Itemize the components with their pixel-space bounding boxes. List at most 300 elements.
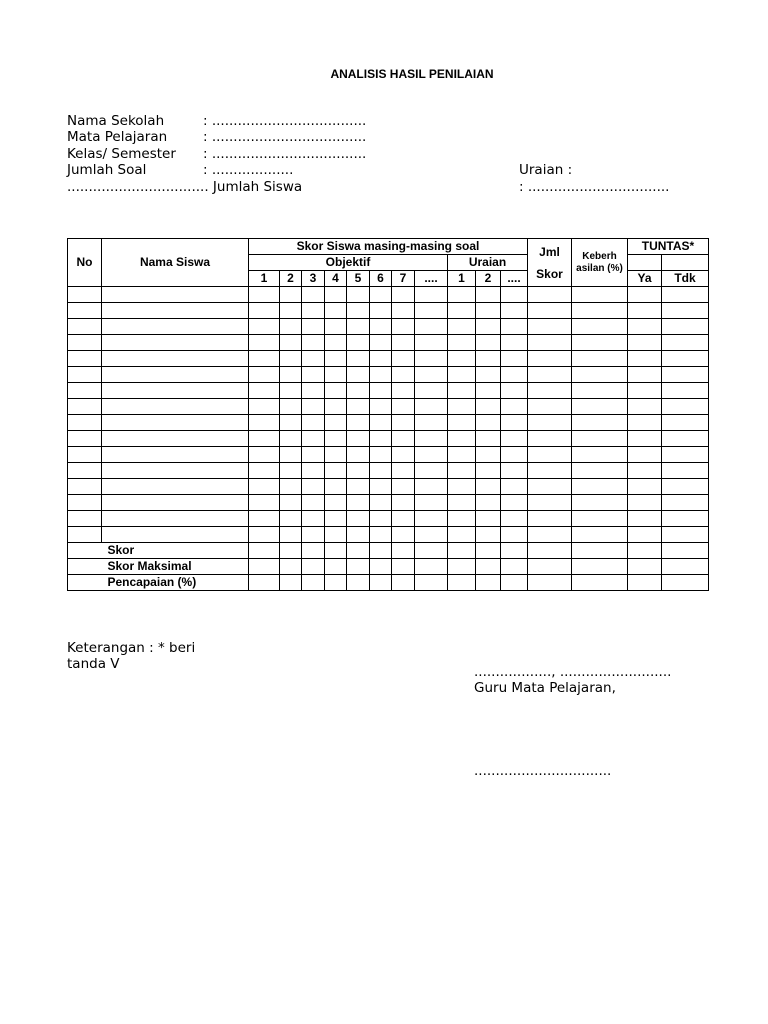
table-cell	[662, 383, 709, 399]
table-cell	[68, 303, 102, 319]
col-header-no: No	[68, 239, 102, 287]
table-row	[68, 527, 709, 543]
table-cell	[102, 351, 249, 367]
table-cell	[68, 367, 102, 383]
table-cell	[302, 399, 325, 415]
table-cell	[325, 287, 347, 303]
table-cell	[325, 495, 347, 511]
table-cell	[628, 351, 662, 367]
table-cell	[370, 463, 392, 479]
table-cell	[628, 463, 662, 479]
table-cell	[392, 351, 415, 367]
table-cell	[528, 399, 572, 415]
col-header-tuntas: TUNTAS*	[628, 239, 709, 255]
objektif-number: 1	[249, 271, 280, 287]
table-cell	[249, 447, 280, 463]
table-cell	[347, 463, 370, 479]
table-cell	[415, 335, 448, 351]
table-cell	[302, 303, 325, 319]
table-cell	[662, 511, 709, 527]
signature-line: ................................	[474, 763, 612, 779]
table-cell	[302, 351, 325, 367]
table-cell	[415, 351, 448, 367]
table-cell	[68, 495, 102, 511]
table-cell	[572, 575, 628, 591]
table-cell	[68, 447, 102, 463]
nama-sekolah-value: : ....................................	[203, 113, 367, 129]
table-cell	[325, 319, 347, 335]
table-cell	[628, 559, 662, 575]
table-cell	[392, 495, 415, 511]
table-row	[68, 303, 709, 319]
table-cell	[572, 319, 628, 335]
table-cell	[392, 335, 415, 351]
table-cell	[347, 399, 370, 415]
table-cell	[448, 527, 476, 543]
table-cell	[68, 383, 102, 399]
table-cell	[280, 383, 302, 399]
table-cell	[392, 575, 415, 591]
table-cell	[302, 575, 325, 591]
table-cell	[476, 383, 501, 399]
table-cell	[392, 543, 415, 559]
table-cell	[572, 511, 628, 527]
table-cell	[302, 447, 325, 463]
jumlah-soal-label: Jumlah Soal	[67, 162, 147, 178]
table-cell	[448, 575, 476, 591]
table-cell	[501, 527, 528, 543]
table-cell	[572, 287, 628, 303]
jml-label: Jml	[539, 244, 560, 259]
table-cell	[662, 479, 709, 495]
table-cell	[415, 287, 448, 303]
table-cell	[662, 303, 709, 319]
table-cell	[415, 399, 448, 415]
table-cell	[280, 351, 302, 367]
table-cell	[347, 527, 370, 543]
table-cell	[415, 415, 448, 431]
table-cell	[628, 527, 662, 543]
table-cell	[528, 495, 572, 511]
table-cell	[347, 335, 370, 351]
table-cell	[528, 431, 572, 447]
table-cell	[347, 351, 370, 367]
mata-pelajaran-label: Mata Pelajaran	[67, 129, 168, 145]
table-cell	[415, 559, 448, 575]
table-cell	[370, 559, 392, 575]
analysis-table	[67, 238, 709, 591]
table-cell	[528, 543, 572, 559]
table-cell	[448, 479, 476, 495]
table-row	[68, 415, 709, 431]
table-cell	[501, 463, 528, 479]
table-cell	[68, 351, 102, 367]
table-cell	[325, 463, 347, 479]
table-cell	[392, 383, 415, 399]
table-cell	[476, 319, 501, 335]
table-cell	[280, 463, 302, 479]
page-title: ANALISIS HASIL PENILAIAN	[330, 67, 494, 81]
table-cell	[392, 463, 415, 479]
objektif-number: 7	[392, 271, 415, 287]
table-cell	[302, 431, 325, 447]
table-cell	[325, 367, 347, 383]
table-cell	[501, 335, 528, 351]
table-cell	[392, 303, 415, 319]
table-cell	[302, 415, 325, 431]
table-cell	[392, 319, 415, 335]
table-cell	[392, 287, 415, 303]
table-cell	[528, 287, 572, 303]
table-cell	[102, 303, 249, 319]
table-cell	[68, 527, 102, 543]
table-cell	[572, 367, 628, 383]
table-row	[68, 511, 709, 527]
table-cell	[280, 287, 302, 303]
summary-row	[68, 543, 709, 559]
table-cell	[448, 431, 476, 447]
table-cell	[448, 383, 476, 399]
table-cell	[68, 431, 102, 447]
table-cell	[662, 351, 709, 367]
table-cell	[662, 559, 709, 575]
table-cell	[528, 559, 572, 575]
table-cell	[102, 319, 249, 335]
table-cell	[370, 335, 392, 351]
table-cell	[392, 479, 415, 495]
objektif-number: 2	[280, 271, 302, 287]
table-cell	[347, 383, 370, 399]
table-cell	[448, 447, 476, 463]
table-row	[68, 463, 709, 479]
uraian-label: Uraian :	[519, 162, 573, 178]
table-cell	[280, 495, 302, 511]
table-cell	[628, 511, 662, 527]
table-cell	[415, 367, 448, 383]
table-cell	[392, 367, 415, 383]
table-cell	[476, 559, 501, 575]
table-cell	[347, 559, 370, 575]
table-cell	[476, 335, 501, 351]
table-cell	[280, 431, 302, 447]
mata-pelajaran-value: : ....................................	[203, 129, 367, 145]
table-cell	[448, 335, 476, 351]
skor-label: Skor	[536, 266, 563, 281]
table-cell	[325, 399, 347, 415]
summary-row	[68, 559, 709, 575]
table-cell	[662, 287, 709, 303]
table-cell	[448, 399, 476, 415]
table-cell	[347, 511, 370, 527]
table-row	[68, 479, 709, 495]
table-cell	[572, 431, 628, 447]
table-cell	[476, 431, 501, 447]
table-cell	[347, 479, 370, 495]
table-row	[68, 383, 709, 399]
table-cell	[528, 383, 572, 399]
table-cell	[392, 447, 415, 463]
table-cell	[501, 399, 528, 415]
table-cell	[528, 335, 572, 351]
table-cell	[572, 415, 628, 431]
kelas-semester-label: Kelas/ Semester	[67, 146, 176, 162]
table-cell	[102, 431, 249, 447]
table-cell	[628, 543, 662, 559]
table-cell	[370, 383, 392, 399]
table-cell	[102, 415, 249, 431]
table-cell	[249, 463, 280, 479]
table-cell	[102, 479, 249, 495]
table-cell	[662, 575, 709, 591]
col-header-uraian: Uraian	[448, 255, 528, 271]
uraian-number: 2	[476, 271, 501, 287]
table-cell	[572, 303, 628, 319]
table-cell	[476, 479, 501, 495]
table-cell	[280, 527, 302, 543]
table-cell	[302, 367, 325, 383]
table-cell	[325, 527, 347, 543]
table-cell	[415, 447, 448, 463]
table-row	[68, 431, 709, 447]
table-cell	[448, 319, 476, 335]
table-cell	[102, 527, 249, 543]
col-header-keberhasilan: Keberh asilan (%)	[572, 239, 628, 287]
table-row	[68, 287, 709, 303]
table-cell	[501, 367, 528, 383]
table-cell	[249, 543, 280, 559]
table-cell	[347, 415, 370, 431]
table-cell	[628, 575, 662, 591]
table-cell	[415, 495, 448, 511]
table-cell	[501, 351, 528, 367]
table-cell	[102, 399, 249, 415]
table-cell	[370, 431, 392, 447]
table-cell	[415, 463, 448, 479]
objektif-number: 5	[347, 271, 370, 287]
table-cell	[628, 303, 662, 319]
table-cell	[662, 495, 709, 511]
table-cell	[249, 287, 280, 303]
table-cell	[347, 303, 370, 319]
table-row	[68, 447, 709, 463]
table-cell	[302, 527, 325, 543]
table-cell	[501, 415, 528, 431]
summary-row-label: Skor	[102, 543, 249, 559]
table-cell	[448, 495, 476, 511]
table-cell	[572, 335, 628, 351]
table-cell	[280, 543, 302, 559]
table-cell	[370, 399, 392, 415]
table-cell	[628, 415, 662, 431]
table-cell	[662, 543, 709, 559]
table-cell	[325, 335, 347, 351]
table-cell	[68, 287, 102, 303]
table-cell	[347, 287, 370, 303]
table-cell	[572, 351, 628, 367]
table-cell	[528, 575, 572, 591]
table-cell	[347, 447, 370, 463]
table-cell	[280, 303, 302, 319]
table-cell	[280, 367, 302, 383]
table-cell	[325, 351, 347, 367]
table-cell	[249, 335, 280, 351]
table-cell	[662, 415, 709, 431]
table-cell	[102, 287, 249, 303]
table-cell	[249, 431, 280, 447]
table-cell	[249, 303, 280, 319]
table-cell	[628, 431, 662, 447]
table-cell	[370, 367, 392, 383]
table-cell	[528, 319, 572, 335]
table-cell	[662, 367, 709, 383]
table-cell	[415, 479, 448, 495]
table-cell	[476, 527, 501, 543]
objektif-number: 3	[302, 271, 325, 287]
table-cell	[249, 415, 280, 431]
table-cell	[448, 303, 476, 319]
table-cell	[68, 511, 102, 527]
table-cell	[102, 367, 249, 383]
table-cell	[325, 303, 347, 319]
table-cell	[102, 495, 249, 511]
table-cell	[501, 447, 528, 463]
table-cell	[370, 495, 392, 511]
table-cell	[302, 383, 325, 399]
table-cell	[68, 463, 102, 479]
table-cell	[347, 543, 370, 559]
jumlah-soal-value: : ...................	[203, 162, 294, 178]
table-cell	[572, 543, 628, 559]
table-cell	[528, 447, 572, 463]
table-cell	[249, 479, 280, 495]
table-cell	[280, 319, 302, 335]
table-cell	[280, 511, 302, 527]
table-cell	[102, 383, 249, 399]
table-cell	[392, 431, 415, 447]
table-cell	[572, 479, 628, 495]
table-cell	[528, 479, 572, 495]
table-cell	[302, 335, 325, 351]
table-cell	[501, 543, 528, 559]
objektif-number: 6	[370, 271, 392, 287]
table-cell	[628, 479, 662, 495]
table-cell	[392, 399, 415, 415]
tuntas-ya-spacer	[628, 255, 662, 271]
table-cell	[572, 447, 628, 463]
col-header-tdk: Tdk	[662, 271, 709, 287]
table-cell	[370, 351, 392, 367]
table-cell	[249, 351, 280, 367]
table-cell	[572, 463, 628, 479]
jumlah-siswa-value: : .................................	[519, 179, 670, 195]
table-cell	[280, 559, 302, 575]
table-cell	[628, 447, 662, 463]
table-cell	[325, 415, 347, 431]
table-cell	[280, 575, 302, 591]
table-cell	[415, 511, 448, 527]
table-cell	[501, 479, 528, 495]
table-cell	[347, 319, 370, 335]
table-cell	[572, 559, 628, 575]
keterangan-line-2: tanda V	[67, 656, 120, 672]
table-cell	[302, 511, 325, 527]
table-cell	[528, 527, 572, 543]
col-header-ya: Ya	[628, 271, 662, 287]
table-cell	[572, 495, 628, 511]
table-cell	[347, 367, 370, 383]
table-cell	[280, 447, 302, 463]
table-cell	[325, 479, 347, 495]
table-cell	[68, 399, 102, 415]
table-cell	[325, 447, 347, 463]
table-cell	[370, 479, 392, 495]
table-cell	[501, 287, 528, 303]
table-cell	[415, 543, 448, 559]
col-header-jml-skor	[528, 239, 572, 287]
table-cell	[448, 287, 476, 303]
table-cell	[415, 431, 448, 447]
table-cell	[249, 319, 280, 335]
table-cell	[448, 543, 476, 559]
table-cell	[572, 399, 628, 415]
table-cell	[68, 319, 102, 335]
table-cell	[68, 479, 102, 495]
table-cell	[476, 495, 501, 511]
table-cell	[370, 303, 392, 319]
table-cell	[249, 559, 280, 575]
table-cell	[476, 303, 501, 319]
table-cell	[501, 559, 528, 575]
table-row	[68, 367, 709, 383]
table-cell	[370, 543, 392, 559]
table-cell	[501, 495, 528, 511]
table-cell	[662, 431, 709, 447]
table-cell	[68, 335, 102, 351]
table-cell	[448, 351, 476, 367]
table-cell	[415, 527, 448, 543]
table-cell	[501, 511, 528, 527]
table-cell	[501, 319, 528, 335]
table-cell	[347, 495, 370, 511]
table-cell	[392, 415, 415, 431]
table-cell	[501, 431, 528, 447]
table-cell	[249, 527, 280, 543]
table-cell	[370, 527, 392, 543]
summary-no-cell	[68, 575, 102, 591]
nama-sekolah-label: Nama Sekolah	[67, 113, 165, 129]
summary-row-label: Skor Maksimal	[102, 559, 249, 575]
table-cell	[249, 367, 280, 383]
table-cell	[528, 511, 572, 527]
table-cell	[392, 511, 415, 527]
col-header-nama-siswa: Nama Siswa	[102, 239, 249, 287]
table-row	[68, 495, 709, 511]
uraian-number: 1	[448, 271, 476, 287]
table-row	[68, 335, 709, 351]
table-cell	[302, 543, 325, 559]
table-cell	[528, 415, 572, 431]
table-cell	[572, 383, 628, 399]
table-cell	[302, 495, 325, 511]
table-cell	[370, 511, 392, 527]
table-cell	[415, 383, 448, 399]
table-cell	[476, 367, 501, 383]
col-header-skor-siswa: Skor Siswa masing-masing soal	[249, 239, 528, 255]
guru-label: Guru Mata Pelajaran,	[474, 680, 616, 696]
table-cell	[347, 575, 370, 591]
table-cell	[628, 287, 662, 303]
table-cell	[415, 303, 448, 319]
